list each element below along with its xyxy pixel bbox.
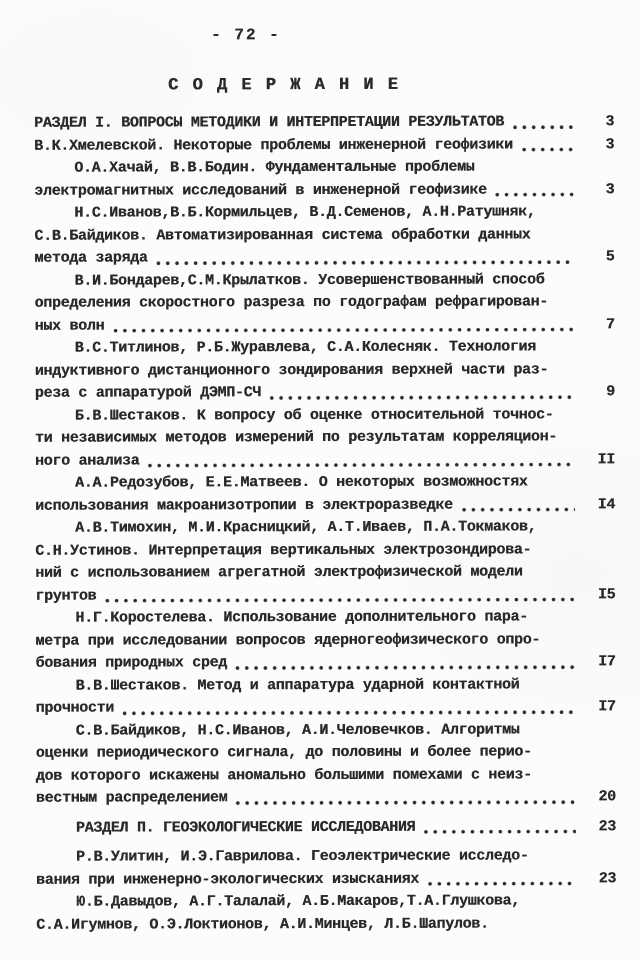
line-text: грунтов <box>35 587 97 605</box>
toc-line <box>35 359 615 383</box>
toc-line <box>34 201 614 225</box>
line-text: оценки периодического сигнала, до половины и более перио- <box>35 743 532 762</box>
toc-line <box>35 629 615 653</box>
line-text: метода заряда <box>34 249 148 267</box>
page-number: 20 <box>598 788 616 806</box>
line-text: Р.В.Улитин, И.Э.Гаврилова. Геоэлектрические исследо- <box>75 847 529 866</box>
page-number: 3 <box>605 113 615 131</box>
toc-line <box>34 224 614 248</box>
toc-line <box>36 816 616 840</box>
page-number: 7 <box>605 315 615 333</box>
page-number-header: - 72 - <box>210 26 281 45</box>
line-text: метра при исследовании вопросов ядерногеофизического опро- <box>35 630 541 650</box>
page-number: I7 <box>598 653 616 671</box>
toc-line <box>36 719 616 743</box>
toc-line <box>34 134 614 158</box>
dot-leader <box>268 381 575 404</box>
line-text: Н.Г.Коростелева. Использование дополнительного пара- <box>75 608 528 627</box>
line-text: использования макроанизотропии в электроразведке <box>35 496 453 515</box>
toc-line <box>35 471 615 495</box>
line-text: ного анализа <box>34 451 140 470</box>
toc-line <box>35 381 615 405</box>
line-text: дов которого искажены аномально большими помехами с неиз- <box>35 765 532 785</box>
line-text: РАЗДЕЛ П. ГЕОЭКОЛОГИЧЕСКИЕ ИССЛЕДОВАНИЯ <box>75 818 416 837</box>
line-text: В.С.Титлинов, Р.Б.Журавлева, С.А.Колесняк. Технология <box>74 338 536 357</box>
page-number: I7 <box>598 698 616 716</box>
page-number: II <box>597 450 615 468</box>
line-text: бования природных сред <box>35 654 227 672</box>
toc-line <box>35 606 615 630</box>
dot-leader <box>103 584 575 608</box>
toc-lines <box>34 111 616 937</box>
toc-line <box>34 156 614 180</box>
line-text: О.А.Хачай, В.В.Бодин. Фундаментальные проблемы <box>74 158 475 177</box>
page-number: I4 <box>597 495 616 513</box>
dot-leader <box>511 111 574 134</box>
toc-line <box>36 845 616 869</box>
page-number: 5 <box>605 248 615 266</box>
toc-line <box>35 291 615 315</box>
dot-leader <box>155 246 575 270</box>
line-text: ти независимых методов измерений по результатам корреляцион- <box>34 428 558 447</box>
toc-line <box>35 539 615 563</box>
line-text: Б.В.Шестаков. К вопросу об оценке относительной точнос- <box>74 405 554 425</box>
line-text: С.Н.Устинов. Интерпретация вертикальных электрозондирова- <box>35 540 532 560</box>
toc-line <box>35 494 615 518</box>
toc-line <box>34 179 614 203</box>
dot-leader <box>234 651 576 674</box>
page-number: 9 <box>606 383 615 401</box>
line-text: С.В.Байдиков, Н.С.Иванов, А.И.Человечков. Алгоритмы <box>75 720 520 740</box>
dot-leader <box>520 134 574 157</box>
toc-line <box>36 674 616 698</box>
line-text: А.А.Редозубов, Е.Е.Матвеев. О некоторых возможностях <box>74 473 528 492</box>
dot-leader <box>460 494 575 517</box>
toc-line <box>34 246 614 270</box>
line-text: В.К.Хмелевской. Некоторые проблемы инженерной геофизики <box>34 135 513 155</box>
line-text: РАЗДЕЛ I. ВОПРОСЫ МЕТОДИКИ И ИНТЕРПРЕТАЦИИ РЕЗУЛЬТАТОВ <box>34 113 504 132</box>
contents-title: С О Д Е Р Ж А Н И Е <box>168 75 400 96</box>
line-text: В.В.Шестаков. Метод и аппаратура ударной контактной <box>75 675 520 695</box>
toc-line <box>36 696 616 720</box>
toc-line <box>35 336 615 360</box>
dot-leader <box>426 868 576 891</box>
page-number: 3 <box>605 180 615 198</box>
line-text: ных волн <box>34 317 105 335</box>
dot-leader <box>146 449 575 473</box>
toc-line <box>35 561 615 585</box>
toc-line <box>35 314 615 338</box>
line-text: электромагнитных исследований в инженерной геофизике <box>34 181 487 200</box>
toc-line <box>36 868 616 892</box>
dot-leader <box>121 696 576 720</box>
toc-line <box>35 404 615 428</box>
line-text: С.А.Игумнов, О.Э.Локтионов, А.И.Минцев, Л.Б.Шапулов. <box>36 915 489 934</box>
line-text: индуктивного дистанционного зондирования верхней части раз- <box>34 360 549 380</box>
line-text: реза с аппаратурой ДЭМП-СЧ <box>34 384 262 402</box>
toc-line <box>36 741 616 765</box>
dot-leader <box>111 314 574 338</box>
toc-line <box>34 269 614 293</box>
toc-line <box>35 426 615 450</box>
dot-leader <box>234 786 576 809</box>
toc-line <box>36 890 616 914</box>
toc-line <box>36 786 616 810</box>
dot-leader <box>422 816 576 839</box>
page-number: I5 <box>597 585 616 603</box>
toc-line <box>35 449 615 473</box>
toc-line <box>35 516 615 540</box>
toc-line <box>36 913 616 937</box>
toc-line <box>35 584 615 608</box>
line-text: вестным распределением <box>35 789 228 807</box>
line-text: А.В.Тимохин, М.И.Красницкий, А.Т.Иваев, П.А.Токмаков, <box>75 518 537 537</box>
dot-leader <box>494 179 575 202</box>
page-number: 23 <box>598 817 616 835</box>
line-text: С.В.Байдиков. Автоматизированная система обработки данных <box>34 225 531 245</box>
line-text: ний с использованием агрегатной электрофизической модели <box>35 563 523 582</box>
line-text: Н.С.Иванов,В.Б.Кормильцев, В.Д.Семенов, А.Н.Ратушняк, <box>74 203 536 222</box>
page-number: 3 <box>605 135 615 153</box>
line-text: вания при инженерно-экологических изысканиях <box>36 870 419 889</box>
toc-line <box>35 651 615 675</box>
page-number: 23 <box>598 869 617 887</box>
line-text: прочности <box>35 699 114 717</box>
line-text: определения скоростного разреза по годографам рефрагирован- <box>34 293 548 312</box>
line-text: В.И.Бондарев,С.М.Крылатков. Усовершенствованный способ <box>74 270 545 290</box>
toc-line <box>34 111 614 135</box>
toc-line <box>36 764 616 788</box>
line-text: Ю.Б.Давыдов, А.Г.Талалай, А.Б.Макаров,Т.А.Глушкова, <box>76 892 520 911</box>
